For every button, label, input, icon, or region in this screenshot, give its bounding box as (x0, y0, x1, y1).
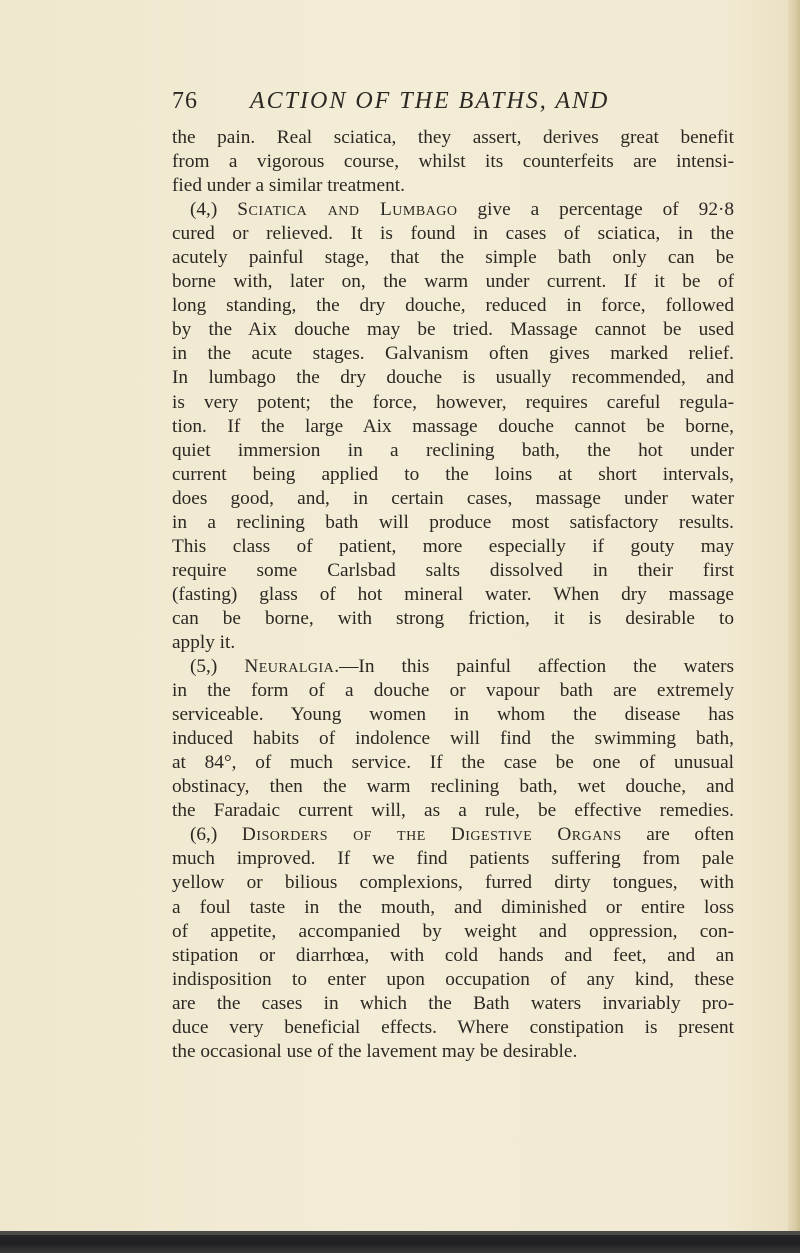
text-line: In lumbago the dry douche is usually recommended, and (172, 367, 734, 389)
text-line: tion. If the large Aix massage douche cannot be borne, (172, 415, 734, 437)
text-line: the occasional use of the lavement may be desirable. (172, 1040, 578, 1062)
text-line: does good, and, in certain cases, massage under water (172, 487, 734, 509)
text-line: borne with, later on, the warm under current. If it be of (172, 271, 734, 293)
text-line: can be borne, with strong friction, it is desirable to (172, 607, 734, 629)
text-line: from a vigorous course, whilst its counterfeits are intensi- (172, 151, 734, 173)
text-line: the pain. Real sciatica, they assert, derives great benefit (172, 127, 734, 148)
text-line: by the Aix douche may be tried. Massage cannot be used (172, 319, 734, 341)
text-line: serviceable. Young women in whom the disease has (172, 704, 734, 726)
text-line: at 84°, of much service. If the case be one of unusual (172, 752, 734, 774)
text-line: in the acute stages. Galvanism often gives marked relief. (172, 343, 734, 365)
text-line: the Faradaic current will, as a rule, be effective remedies. (172, 800, 734, 822)
text-line: acutely painful stage, that the simple bath only can be (172, 247, 734, 269)
text-line: current being applied to the loins at short intervals, (172, 463, 734, 485)
page-number: 76 (172, 88, 198, 114)
text-line: fied under a similar treatment. (172, 175, 405, 197)
text-line: are the cases in which the Bath waters invariably pro- (172, 992, 734, 1014)
text-line: (4,) Sciatica and Lumbago give a percentage of 92·8 (190, 199, 735, 221)
body-text (172, 126, 734, 1064)
page-edge (788, 0, 800, 1253)
text-line: long standing, the dry douche, reduced in force, followed (172, 295, 734, 317)
text-line: quiet immersion in a reclining bath, the hot under (172, 439, 734, 461)
text-line: is very potent; the force, however, requires careful regula- (172, 391, 734, 413)
text-line: yellow or bilious complexions, furred dirty tongues, with (172, 872, 734, 894)
text-line: apply it. (172, 631, 236, 653)
page-bottom-edge (0, 1231, 800, 1253)
text-line: (6,) Disorders of the Digestive Organs are often (190, 824, 735, 846)
text-line: (fasting) glass of hot mineral water. When dry massage (172, 583, 734, 605)
edge-stripe (0, 1231, 800, 1235)
text-line: stipation or diarrhœa, with cold hands and feet, and an (172, 944, 734, 966)
text-line: indisposition to enter upon occupation of any kind, these (172, 968, 734, 990)
text-line: obstinacy, then the warm reclining bath, wet douche, and (172, 776, 734, 798)
text-line: in a reclining bath will produce most satisfactory results. (172, 511, 734, 533)
text-line: (5,) Neuralgia.—In this painful affection the waters (190, 656, 734, 678)
text-line: cured or relieved. It is found in cases of sciatica, in the (172, 223, 734, 245)
text-line: induced habits of indolence will find the swimming bath, (172, 728, 734, 750)
text-line: duce very beneficial effects. Where constipation is present (172, 1016, 734, 1038)
text-line: require some Carlsbad salts dissolved in their first (172, 559, 734, 581)
text-line: in the form of a douche or vapour bath are extremely (172, 680, 734, 702)
text-line: This class of patient, more especially if gouty may (172, 535, 734, 557)
running-title: ACTION OF THE BATHS, AND (250, 88, 610, 114)
text-line: much improved. If we find patients suffering from pale (172, 848, 734, 870)
running-head (172, 88, 672, 118)
text-line: a foul taste in the mouth, and diminished or entire loss (172, 896, 734, 918)
text-line: of appetite, accompanied by weight and oppression, con- (172, 920, 734, 942)
